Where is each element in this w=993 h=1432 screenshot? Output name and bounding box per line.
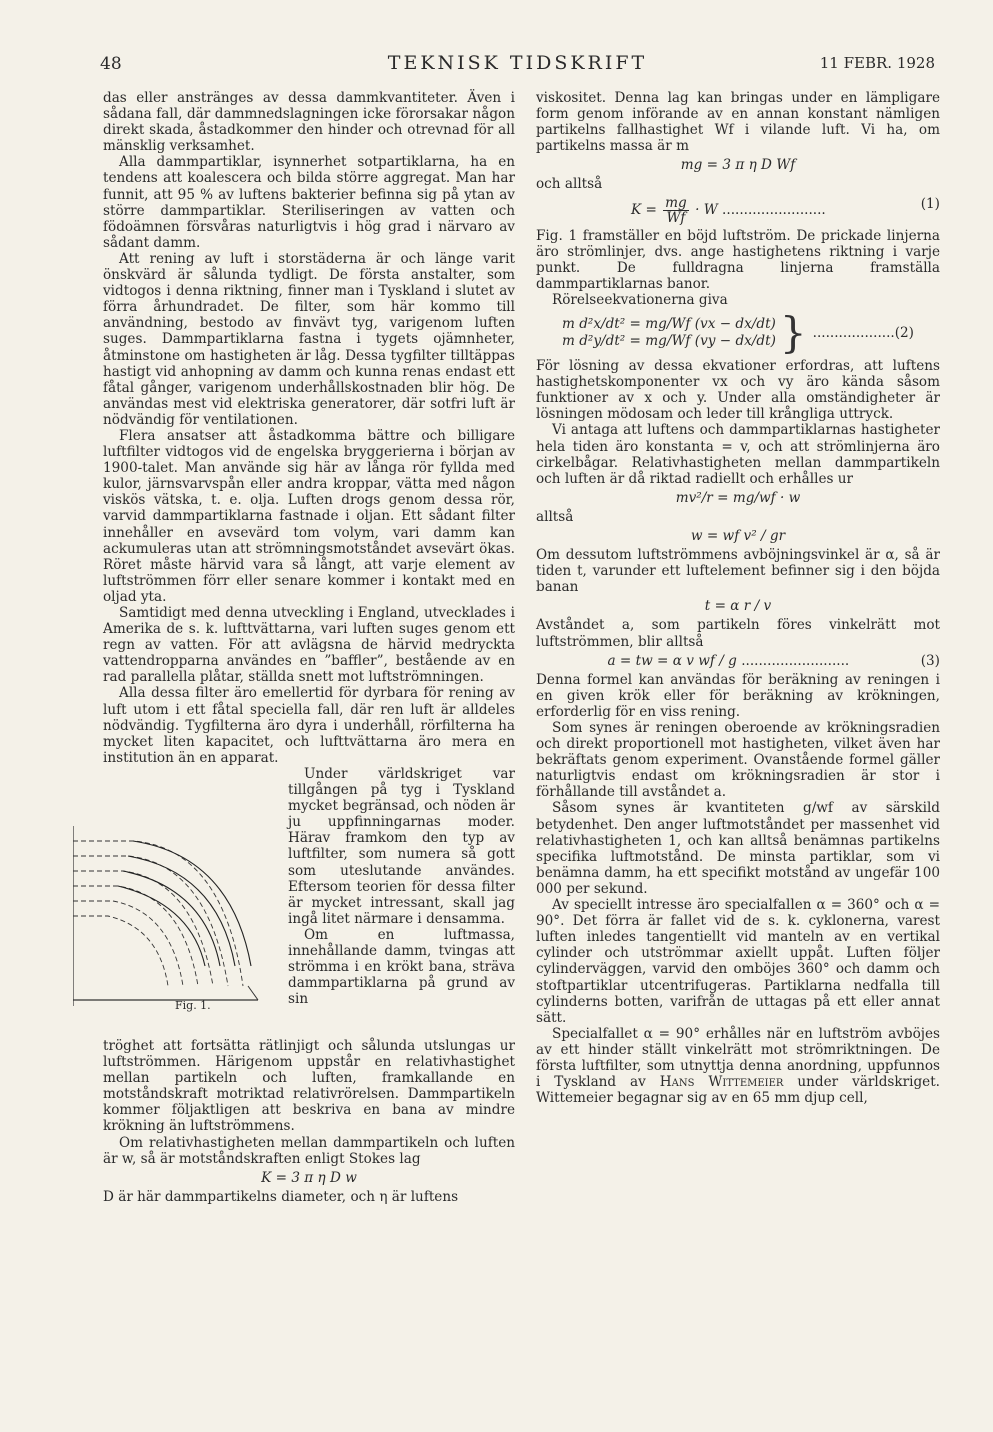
paragraph: Flera ansatser att åstadkomma bättre och billigare luftfilter vidtogos vid de engelska bryggerierna i början av 1900-talet. Man använde sig här av långa rör fyllda med kulor, järnsvarvspån eller andra kroppar, vätta med någon viskös vätska, t. e. olja. Luften drogs genom dessa rör, varvid dammpartiklarna fastnade i oljan. Ett sådant filter innehåller en avsevärd tom volym, vari damm kan ackumuleras utan att strömningsmotståndet avsevärt ökas. Röret måste härvid vara så långt, att varje element av luftströmmen förr eller senare kommer i kontakt med en oljad yta. (103, 427, 515, 605)
paragraph: Att rening av luft i storstäderna är och länge varit önskvärd är sålunda tydligt. De första anstalter, som vidtogos i denna riktning, finner man i Tyskland i slutet av förra århundradet. De filter, som här kommo till användning, bestodo av finvävt tyg, varigenom luften suges. Dammpartiklarna fastna i tygets ojämnheter, åtminstone om hastigheten är låg. Dessa tygfilter tilltäppas hastigt vid anhopning av damm och kunna renas endast ett fåtal gånger, varigenom underhållskostnaden blir hög. De användas mest vid elektriska generatorer, där sotfri luft är nödvändig för ventilationen. (103, 250, 515, 428)
paragraph: Samtidigt med denna utveckling i England, utvecklades i Amerika de s. k. lufttvättarna, vari luften suges genom ett regn av vatten. För att avlägsna de härvid medryckta vattendropparna användes en ”baffler”, bestående av en rad parallella plåtar, ställda snett mot luftströmningen. (103, 605, 515, 686)
eq1-label: (1) (920, 195, 940, 212)
paragraph: Om dessutom luftströmmens avböjningsvinkel är α, så är tiden t, varunder ett luftelement befinner sig i den böjda banan (536, 547, 940, 596)
paragraph: Såsom synes är kvantiteten g/wf av särskild betydenhet. Den anger luftmotståndet per massenhet vid relativhastigheten 1, och kan alltså benämnas partikelns specifika luftmotstånd. De minsta partiklar, som vi benämna damm, ha ett specifikt motstånd av ungefär 100 000 per sekund. (536, 800, 940, 897)
eq1-lhs: K = (630, 201, 657, 218)
eq1-fraction (663, 196, 689, 225)
paragraph: Om en luftmassa, innehållande damm, tvingas att strömma i en krökt bana, sträva dammpartiklarna på grund av sin (288, 926, 515, 1008)
paragraph: Denna formel kan användas för beräkning av reningen i en given krök eller för beräkning av krökningen, erforderlig för en viss rening. (536, 671, 940, 720)
figure-1-block (103, 766, 515, 1038)
paragraph: Rörelseekvationerna giva (552, 291, 728, 308)
eq2-label: (2) (894, 324, 914, 341)
equation-w: w = wf v² / gr (690, 527, 786, 544)
eq3-dots: ......................... (741, 652, 850, 669)
issue-date: 11 FEBR. 1928 (819, 54, 935, 72)
equation-2 (536, 308, 940, 358)
paragraph: Under världskriget var tillgången på tyg i Tyskland mycket begränsad, och nöden är ju uppfinningarnas moder. Härav framkom den typ av luftfilter, som numera så gott som uteslutande användes. Eftersom teorien för dessa filter är mycket intressant, skall jag ingå litet närmare i densamma. (288, 765, 515, 927)
paragraph-part: Specialfallet α = 90° erhålles när en luftström avböjes av ett hinder ställt vinkelrätt mot strömriktningen. De första luftfilter, som utnyttja denna anordning, uppfunnos i Tyskland av (536, 1025, 940, 1091)
right-column (536, 90, 940, 1106)
equation-mg: mg = 3 π η D Wf (680, 157, 796, 174)
equation-stokes: K = 3 π η D w (261, 1169, 357, 1186)
journal-title: TEKNISK TIDSKRIFT (387, 52, 648, 74)
paragraph: och alltså (536, 176, 603, 193)
paragraph: Avståndet a, som partikeln föres vinkelrätt mot luftströmmen, blir alltså (536, 617, 940, 650)
eq2-row-y: m d²y/dt² = mg/Wf (vy − dx/dt) (562, 333, 776, 350)
eq1-denominator: Wf (666, 209, 686, 226)
eq3-label: (3) (920, 652, 940, 669)
paragraph: tröghet att fortsätta rätlinjigt och sålunda utslungas ur luftströmmen. Härigenom uppstår en relativhastighet mellan partikeln och luften, framkallande en motståndskraft motriktad relativrörelsen. Dammpartikeln kommer följaktligen att beskriva en bana av mindre krökning än luftströmmens. (103, 1037, 515, 1135)
figure-caption: Fig. 1. (175, 998, 211, 1012)
paragraph: Som synes är reningen oberoende av krökningsradien och direkt proportionell mot hastigheten, vilket även har bekräftats genom experiment. Ovanstående formel gäller naturligtvis endast om krökningsradien är stor i förhållande till avståndet a. (536, 720, 940, 801)
figure-1-diagram (73, 786, 263, 1006)
equation-mv2: mv²/r = mg/wf · w (675, 489, 801, 506)
paragraph: För lösning av dessa ekvationer erfordras, att luftens hastighetskomponenter vx och vy äro kända såsom funktioner av x och y. Under alla omständigheter är lösningen mödosam och leder till krångliga uttryck. (536, 358, 940, 423)
paragraph: viskositet. Denna lag kan bringas under en lämpligare form genom införande av en annan konstant nämligen partikelns fallhastighet Wf i vilande luft. Vi ha, om partikelns massa är m (536, 90, 940, 155)
paragraph: Om relativhastigheten mellan dammpartikeln och luften är w, så är motståndskraften enligt Stokes lag (103, 1134, 515, 1167)
eq2-brace: } (779, 308, 807, 358)
paragraph: alltså (536, 508, 574, 525)
eq1-numerator: mg (665, 194, 687, 211)
running-head (100, 52, 935, 76)
eq1-rhs: · W (695, 201, 718, 218)
paragraph: Av speciellt intresse äro specialfallen α = 360° och α = 90°. Det förra är fallet vid de s. k. cyklonerna, varest luften inledes tangentiellt vid manteln av en vertikal cylinder och utströmmar axiellt uppåt. Luften följer cylinderväggen, varvid den omböjes 360° och damm och stoftpartiklar utcentrifugeras. Partiklarna nedfalla till cylinderns botten, varifrån de uttagas på ett eller annat sätt. (536, 897, 940, 1026)
eq2-row-x: m d²x/dt² = mg/Wf (vx − dx/dt) (562, 316, 776, 333)
paragraph (536, 1026, 940, 1106)
paragraph: Vi antaga att luftens och dammpartiklarnas hastigheter hela tiden äro konstanta = v, och att strömlinjerna äro cirkelbågar. Relativhastigheten mellan dammpartikeln och luften är då riktad radiellt och erhålles ur (536, 422, 940, 487)
paragraph: D är här dammpartikelns diameter, och η är luftens (103, 1188, 459, 1205)
paragraph: Alla dammpartiklar, isynnerhet sotpartiklarna, ha en tendens att koalescera och bilda större aggregat. Man har funnit, att 95 % av luftens bakterier befinna sig på ytan av större dammpartiklar. Steriliseringen av vatten och födoämnen försvåras naturligtvis i hög grad i närvaro av sådant damm. (103, 154, 515, 251)
left-column (103, 90, 515, 1205)
paragraph: das eller anstränges av dessa dammkvantiteter. Även i sådana fall, där dammnedslagningen icke förorsakar någon direkt skada, åstadkommer den hinder och otrevnad för all mänsklig verksamhet. (103, 90, 515, 155)
equation-t: t = α r / v (704, 598, 772, 615)
equation-3 (536, 653, 940, 669)
eq3-body: a = tw = α v wf / g (607, 652, 737, 669)
equation-1 (536, 196, 940, 225)
page-number: 48 (100, 54, 122, 74)
paragraph: Fig. 1 framställer en böjd luftström. De prickade linjerna äro strömlinjer, dvs. ange hastighetens riktning i varje punkt. De fulldragna linjerna framställa dammpartiklarnas banor. (536, 227, 940, 292)
paragraph: Alla dessa filter äro emellertid för dyrbara för rening av luft utom i ett fåtal speciella fall, där ren luft är alldeles nödvändig. Tygfilterna äro dyra i underhåll, rörfilterna ha mycket liten kapacitet, och lufttvättarna äro mera en institution än en apparat. (103, 685, 515, 766)
paragraph-part: under världskriget. Wittemeier begagnar sig av en 65 mm djup cell, (536, 1074, 941, 1107)
eq1-dots: ........................ (722, 201, 826, 218)
eq2-dots: ................... (812, 324, 895, 341)
author-name: Hans Wittemeier (659, 1074, 784, 1091)
